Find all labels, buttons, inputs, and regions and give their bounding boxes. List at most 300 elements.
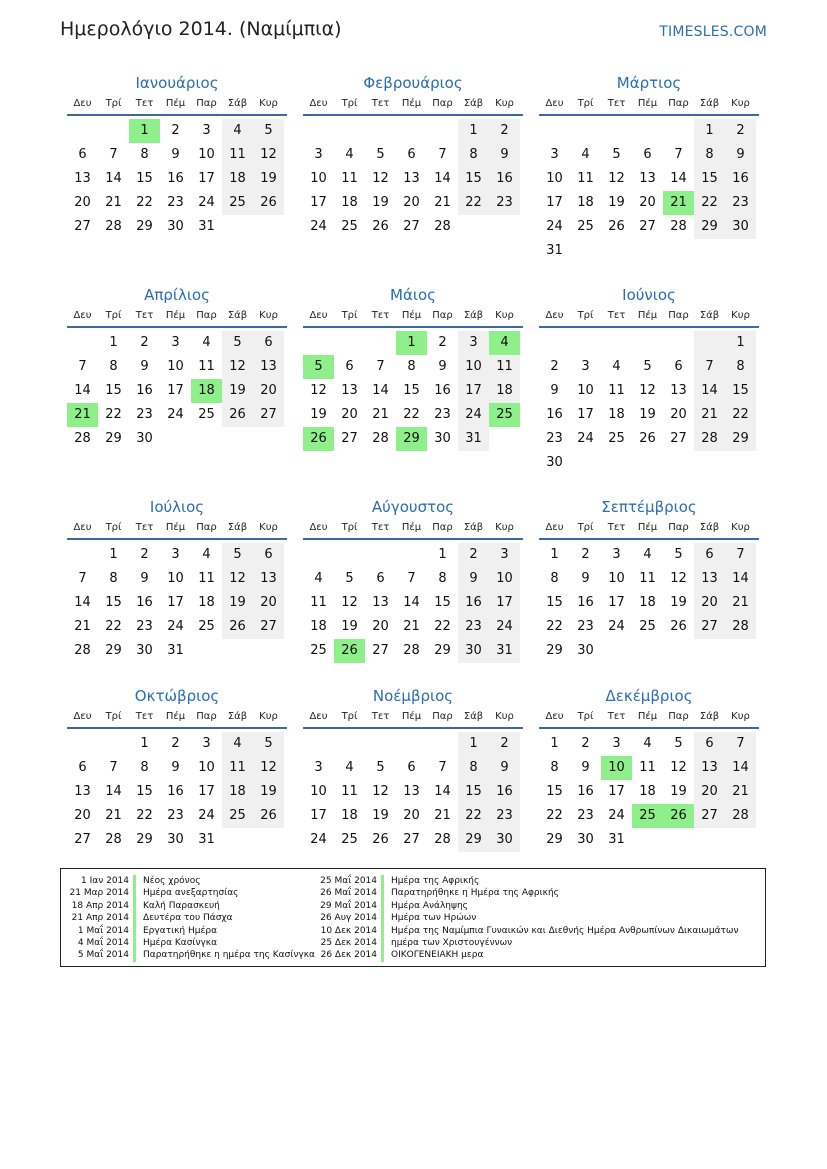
legend-item <box>309 875 738 887</box>
day-grid <box>539 331 759 475</box>
day-cell: 8 <box>438 571 447 586</box>
day-cell: 22 <box>725 403 756 427</box>
legend-date: 26 Αυγ 2014 <box>320 913 377 924</box>
day-cell: 27 <box>639 219 656 234</box>
day-cell: 26 <box>372 832 389 847</box>
day-cell: 18 <box>191 379 222 403</box>
empty-day-cell <box>303 119 334 143</box>
weekday-label: Τετ <box>607 522 626 533</box>
weekday-label: Παρ <box>668 310 689 321</box>
month-calendar <box>539 284 759 475</box>
legend-date: 1 Ιαν 2014 <box>81 876 129 886</box>
day-cell: 3 <box>171 335 180 350</box>
day-cell: 4 <box>581 147 590 162</box>
weekday-label: Σάβ <box>463 711 484 722</box>
day-cell: 17 <box>489 591 520 615</box>
day-cell: 22 <box>458 804 489 828</box>
weekday-label: Σάβ <box>463 522 484 533</box>
empty-day-cell <box>694 239 725 263</box>
day-cell: 16 <box>136 383 153 398</box>
weekday-label: Σάβ <box>227 711 248 722</box>
empty-day-cell <box>601 119 632 143</box>
day-cell: 6 <box>78 760 87 775</box>
day-cell: 22 <box>105 407 122 422</box>
day-cell: 13 <box>74 784 91 799</box>
day-cell: 27 <box>74 219 91 234</box>
day-cell: 21 <box>725 591 756 615</box>
day-cell: 7 <box>438 760 447 775</box>
day-cell: 4 <box>643 736 652 751</box>
day-cell: 20 <box>372 619 389 634</box>
weekday-label: Πέμ <box>165 711 186 722</box>
legend-item <box>61 925 315 937</box>
day-cell: 2 <box>171 736 180 751</box>
day-cell: 22 <box>403 407 420 422</box>
day-cell: 2 <box>489 732 520 756</box>
day-cell: 18 <box>608 407 625 422</box>
empty-day-cell <box>489 427 520 451</box>
weekday-label: Παρ <box>196 522 217 533</box>
weekday-label: Παρ <box>196 711 217 722</box>
weekday-label: Τετ <box>135 711 154 722</box>
legend-item <box>309 937 738 949</box>
day-cell: 19 <box>310 407 327 422</box>
day-cell: 19 <box>372 808 389 823</box>
month-name: Μάιος <box>390 286 436 304</box>
empty-day-cell <box>67 732 98 756</box>
day-cell: 11 <box>489 355 520 379</box>
day-cell: 19 <box>222 591 253 615</box>
weekday-label: Τετ <box>371 522 390 533</box>
day-cell: 27 <box>74 832 91 847</box>
weekday-header <box>539 707 759 729</box>
day-cell: 9 <box>581 760 590 775</box>
day-cell: 10 <box>577 383 594 398</box>
day-cell: 21 <box>694 403 725 427</box>
day-cell: 17 <box>608 784 625 799</box>
empty-day-cell <box>334 119 365 143</box>
day-cell: 15 <box>105 383 122 398</box>
month-calendar <box>539 496 759 663</box>
day-grid <box>539 119 759 263</box>
day-cell: 22 <box>434 619 451 634</box>
day-cell: 28 <box>74 643 91 658</box>
day-cell: 5 <box>376 760 385 775</box>
legend-date: 29 Μαΐ 2014 <box>320 900 377 911</box>
legend-item <box>309 925 738 937</box>
weekday-header <box>67 306 287 328</box>
legend-column-right <box>309 875 738 962</box>
day-cell: 17 <box>310 808 327 823</box>
day-cell: 28 <box>372 431 389 446</box>
empty-day-cell <box>98 732 129 756</box>
day-cell: 6 <box>694 543 725 567</box>
day-cell: 7 <box>725 732 756 756</box>
day-cell: 6 <box>694 732 725 756</box>
day-cell: 30 <box>167 832 184 847</box>
day-cell: 5 <box>674 547 683 562</box>
day-cell: 14 <box>725 756 756 780</box>
day-cell: 4 <box>222 119 253 143</box>
weekday-label: Κυρ <box>495 310 514 321</box>
day-cell: 7 <box>674 147 683 162</box>
day-cell: 8 <box>458 143 489 167</box>
day-cell: 11 <box>341 171 358 186</box>
day-cell: 24 <box>310 832 327 847</box>
day-cell: 2 <box>550 359 559 374</box>
legend-color-marker <box>133 912 136 924</box>
day-cell: 15 <box>546 595 563 610</box>
day-cell: 13 <box>694 756 725 780</box>
month-calendar <box>303 284 523 451</box>
day-cell: 8 <box>694 143 725 167</box>
day-cell: 16 <box>577 595 594 610</box>
day-cell: 19 <box>253 780 284 804</box>
day-cell: 13 <box>670 383 687 398</box>
empty-day-cell <box>694 639 725 663</box>
day-cell: 24 <box>458 403 489 427</box>
day-cell: 19 <box>341 619 358 634</box>
day-cell: 23 <box>458 615 489 639</box>
empty-day-cell <box>725 239 756 263</box>
day-cell: 21 <box>725 780 756 804</box>
day-cell: 11 <box>577 171 594 186</box>
legend-color-marker <box>381 875 384 887</box>
empty-day-cell <box>253 215 284 239</box>
weekday-label: Πέμ <box>165 310 186 321</box>
weekday-header <box>303 306 523 328</box>
weekday-label: Δευ <box>545 310 564 321</box>
day-cell: 22 <box>136 195 153 210</box>
weekday-label: Κυρ <box>259 711 278 722</box>
day-cell: 3 <box>489 543 520 567</box>
month-name: Νοέμβριος <box>372 687 454 705</box>
day-cell: 21 <box>434 808 451 823</box>
day-cell: 20 <box>694 591 725 615</box>
legend-color-marker <box>381 937 384 949</box>
day-cell: 27 <box>694 615 725 639</box>
day-cell: 8 <box>458 756 489 780</box>
legend-holiday-name: Ημέρα Κασίνγκα <box>143 937 218 948</box>
legend-color-marker <box>381 925 384 937</box>
legend-date: 26 Δεκ 2014 <box>320 950 377 961</box>
weekday-label: Πέμ <box>637 310 658 321</box>
day-grid <box>303 543 523 663</box>
day-cell: 12 <box>670 571 687 586</box>
empty-day-cell <box>222 215 253 239</box>
day-cell: 29 <box>136 219 153 234</box>
day-cell: 21 <box>403 619 420 634</box>
weekday-label: Κυρ <box>495 522 514 533</box>
day-cell: 12 <box>222 355 253 379</box>
day-cell: 30 <box>577 832 594 847</box>
legend-item <box>309 887 738 899</box>
legend-item <box>309 912 738 924</box>
day-cell: 28 <box>105 219 122 234</box>
day-cell: 25 <box>341 219 358 234</box>
empty-day-cell <box>67 543 98 567</box>
empty-day-cell <box>694 828 725 852</box>
day-cell: 19 <box>670 784 687 799</box>
weekday-header <box>303 707 523 729</box>
legend-item <box>61 937 315 949</box>
day-cell: 21 <box>663 191 694 215</box>
empty-day-cell <box>694 451 725 475</box>
day-cell: 23 <box>167 195 184 210</box>
day-cell: 9 <box>140 571 149 586</box>
empty-day-cell <box>160 427 191 451</box>
day-cell: 5 <box>643 359 652 374</box>
day-cell: 1 <box>550 547 559 562</box>
day-cell: 18 <box>222 167 253 191</box>
day-cell: 27 <box>403 832 420 847</box>
legend-holiday-name: Ημέρα της Αφρικής <box>391 876 480 886</box>
month-calendar <box>303 496 523 663</box>
weekday-label: Δευ <box>309 98 328 109</box>
day-cell: 27 <box>341 431 358 446</box>
day-cell: 5 <box>303 355 334 379</box>
day-cell: 24 <box>167 407 184 422</box>
day-cell: 16 <box>577 784 594 799</box>
day-cell: 25 <box>632 804 663 828</box>
day-cell: 29 <box>105 431 122 446</box>
empty-day-cell <box>253 639 284 663</box>
day-cell: 7 <box>78 359 87 374</box>
empty-day-cell <box>601 331 632 355</box>
day-cell: 16 <box>136 595 153 610</box>
day-cell: 2 <box>489 119 520 143</box>
day-cell: 5 <box>222 331 253 355</box>
day-cell: 5 <box>674 736 683 751</box>
day-cell: 23 <box>136 407 153 422</box>
day-grid <box>67 119 287 239</box>
weekday-label: Τρί <box>105 310 122 321</box>
day-cell: 6 <box>376 571 385 586</box>
weekday-label: Κυρ <box>731 711 750 722</box>
day-cell: 12 <box>253 756 284 780</box>
day-cell: 6 <box>643 147 652 162</box>
day-cell: 23 <box>489 191 520 215</box>
weekday-label: Παρ <box>668 522 689 533</box>
day-cell: 24 <box>608 808 625 823</box>
weekday-label: Τετ <box>607 310 626 321</box>
day-cell: 17 <box>577 407 594 422</box>
day-grid <box>303 331 523 451</box>
legend-color-marker <box>133 900 136 912</box>
month-calendar <box>67 496 287 663</box>
page-title: Ημερολόγιο 2014. (Ναμίμπια) <box>60 18 342 40</box>
weekday-header <box>303 518 523 540</box>
weekday-label: Κυρ <box>259 310 278 321</box>
weekday-header <box>67 518 287 540</box>
empty-day-cell <box>191 639 222 663</box>
weekday-label: Δευ <box>545 98 564 109</box>
day-cell: 16 <box>489 167 520 191</box>
weekday-header <box>539 518 759 540</box>
day-cell: 27 <box>372 643 389 658</box>
day-cell: 8 <box>140 147 149 162</box>
day-cell: 20 <box>403 808 420 823</box>
day-cell: 23 <box>434 407 451 422</box>
day-cell: 20 <box>639 195 656 210</box>
day-cell: 17 <box>198 784 215 799</box>
weekday-label: Πέμ <box>165 98 186 109</box>
weekday-label: Τρί <box>105 98 122 109</box>
legend-date: 21 Μαρ 2014 <box>69 888 129 899</box>
day-cell: 29 <box>546 832 563 847</box>
day-cell: 2 <box>140 335 149 350</box>
day-cell: 4 <box>202 547 211 562</box>
legend-holiday-name: ημέρα των Χριστουγέννων <box>391 937 513 948</box>
day-cell: 25 <box>341 832 358 847</box>
day-cell: 19 <box>670 595 687 610</box>
legend-item <box>61 949 315 961</box>
month-name: Οκτώβριος <box>134 687 220 705</box>
legend-color-marker <box>133 937 136 949</box>
day-cell: 23 <box>546 431 563 446</box>
day-cell: 6 <box>674 359 683 374</box>
weekday-label: Σάβ <box>699 711 720 722</box>
day-cell: 14 <box>694 379 725 403</box>
legend-item <box>309 900 738 912</box>
day-cell: 1 <box>438 547 447 562</box>
weekday-label: Παρ <box>668 98 689 109</box>
day-cell: 30 <box>577 643 594 658</box>
day-cell: 21 <box>372 407 389 422</box>
day-cell: 1 <box>129 119 160 143</box>
weekday-label: Σάβ <box>699 522 720 533</box>
day-cell: 26 <box>639 431 656 446</box>
day-cell: 12 <box>639 383 656 398</box>
empty-day-cell <box>632 331 663 355</box>
day-cell: 25 <box>608 431 625 446</box>
weekday-label: Κυρ <box>259 98 278 109</box>
day-cell: 18 <box>310 619 327 634</box>
day-cell: 29 <box>546 643 563 658</box>
legend-date: 25 Μαΐ 2014 <box>320 876 377 886</box>
day-cell: 26 <box>608 219 625 234</box>
weekday-header <box>539 306 759 328</box>
weekday-header <box>67 707 287 729</box>
empty-day-cell <box>725 828 756 852</box>
empty-day-cell <box>663 239 694 263</box>
empty-day-cell <box>191 427 222 451</box>
legend-holiday-name: Ημέρα Ανάληψης <box>391 900 468 911</box>
day-cell: 22 <box>458 191 489 215</box>
day-cell: 18 <box>489 379 520 403</box>
day-cell: 9 <box>581 571 590 586</box>
empty-day-cell <box>365 119 396 143</box>
day-cell: 3 <box>202 736 211 751</box>
day-cell: 15 <box>458 167 489 191</box>
day-cell: 28 <box>434 219 451 234</box>
day-cell: 18 <box>639 595 656 610</box>
day-cell: 30 <box>458 639 489 663</box>
site-link[interactable]: TIMESLES.COM <box>659 24 767 40</box>
empty-day-cell <box>570 331 601 355</box>
legend-color-marker <box>133 949 136 961</box>
day-cell: 3 <box>171 547 180 562</box>
month-name: Μάρτιος <box>616 74 682 92</box>
day-cell: 10 <box>198 760 215 775</box>
day-cell: 24 <box>198 808 215 823</box>
day-cell: 1 <box>109 547 118 562</box>
day-cell: 4 <box>612 359 621 374</box>
legend-item <box>61 900 315 912</box>
weekday-label: Σάβ <box>463 310 484 321</box>
month-calendar <box>67 72 287 239</box>
day-cell: 28 <box>105 832 122 847</box>
weekday-label: Τετ <box>371 98 390 109</box>
day-cell: 22 <box>105 619 122 634</box>
day-cell: 8 <box>407 359 416 374</box>
day-cell: 13 <box>403 784 420 799</box>
day-cell: 26 <box>334 639 365 663</box>
day-grid <box>539 732 759 852</box>
empty-day-cell <box>303 331 334 355</box>
day-cell: 4 <box>314 571 323 586</box>
day-cell: 17 <box>198 171 215 186</box>
legend-color-marker <box>381 912 384 924</box>
day-cell: 7 <box>109 760 118 775</box>
day-cell: 20 <box>403 195 420 210</box>
day-cell: 21 <box>67 403 98 427</box>
day-cell: 3 <box>202 123 211 138</box>
day-cell: 28 <box>725 804 756 828</box>
day-cell: 21 <box>434 195 451 210</box>
day-cell: 14 <box>434 784 451 799</box>
weekday-label: Πέμ <box>401 98 422 109</box>
weekday-label: Σάβ <box>699 98 720 109</box>
day-grid <box>539 543 759 663</box>
day-cell: 18 <box>341 808 358 823</box>
month-calendar <box>67 284 287 451</box>
day-cell: 7 <box>694 355 725 379</box>
legend-date: 21 Απρ 2014 <box>71 913 129 924</box>
day-cell: 29 <box>136 832 153 847</box>
day-cell: 14 <box>670 171 687 186</box>
day-cell: 14 <box>74 595 91 610</box>
day-cell: 11 <box>198 571 215 586</box>
empty-day-cell <box>427 732 458 756</box>
weekday-label: Τρί <box>577 310 594 321</box>
day-cell: 25 <box>198 407 215 422</box>
day-cell: 26 <box>663 804 694 828</box>
weekday-label: Δευ <box>73 522 92 533</box>
day-cell: 10 <box>546 171 563 186</box>
day-cell: 21 <box>105 195 122 210</box>
day-cell: 3 <box>612 736 621 751</box>
day-cell: 25 <box>577 219 594 234</box>
weekday-header <box>303 94 523 116</box>
day-cell: 16 <box>489 780 520 804</box>
legend-holiday-name: Ημέρα των Ηρώων <box>391 913 477 924</box>
day-cell: 15 <box>403 383 420 398</box>
day-cell: 2 <box>725 119 756 143</box>
empty-day-cell <box>334 732 365 756</box>
day-cell: 31 <box>198 832 215 847</box>
weekday-label: Κυρ <box>731 98 750 109</box>
day-cell: 21 <box>105 808 122 823</box>
day-cell: 15 <box>694 167 725 191</box>
weekday-label: Κυρ <box>495 711 514 722</box>
day-cell: 1 <box>140 736 149 751</box>
day-grid <box>67 543 287 663</box>
day-cell: 4 <box>222 732 253 756</box>
day-cell: 24 <box>608 619 625 634</box>
legend-item <box>61 912 315 924</box>
legend-holiday-name: Καλή Παρασκευή <box>143 900 220 911</box>
